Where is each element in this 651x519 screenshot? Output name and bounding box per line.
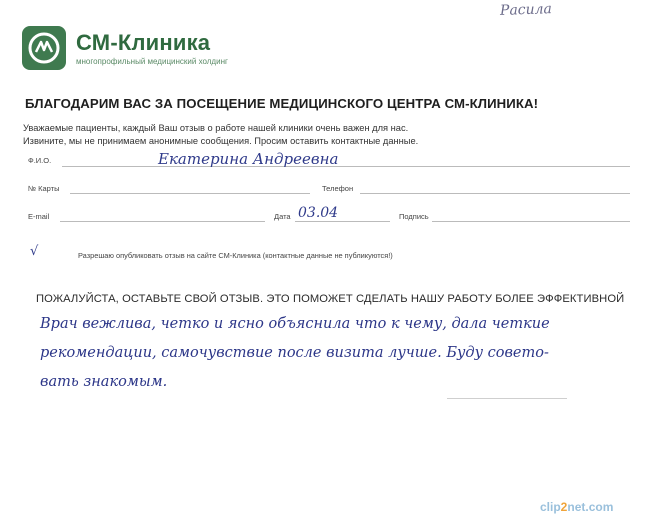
clinic-name: СМ-Клиника	[76, 29, 211, 55]
review-line: рекомендации, самочувствие после визита лучше. Буду совето-	[40, 345, 549, 361]
email-line[interactable]	[60, 221, 265, 222]
fio-line	[62, 166, 630, 167]
corner-handwritten-note: Расила	[499, 1, 553, 19]
clinic-logo-icon	[22, 26, 66, 70]
card-line[interactable]	[70, 193, 310, 194]
review-text[interactable]	[40, 310, 630, 397]
clinic-logo	[22, 26, 228, 70]
intro-line: Уважаемые пациенты, каждый Ваш отзыв о работе нашей клиники очень важен для нас.	[23, 123, 409, 133]
consent-checkmark-icon[interactable]: √	[30, 244, 39, 259]
page-heading: БЛАГОДАРИМ ВАС ЗА ПОСЕЩЕНИЕ МЕДИЦИНСКОГО ЦЕНТРА СМ-КЛИНИКА!	[25, 96, 539, 111]
clinic-tagline: многопрофильный медицинский холдинг	[76, 56, 228, 66]
date-label: Дата	[274, 212, 291, 221]
fio-value[interactable]: Екатерина Андреевна	[158, 150, 339, 168]
intro-line: Извините, мы не принимаем анонимные сообщения. Просим оставить контактные данные.	[23, 136, 419, 146]
email-label: E-mail	[28, 212, 50, 221]
watermark: clip2net.com	[540, 500, 614, 514]
phone-label: Телефон	[322, 184, 354, 193]
signature-label: Подпись	[399, 212, 429, 221]
consent-text: Разрешаю опубликовать отзыв на сайте СМ-Клиника (контактные данные не публикуются!)	[78, 251, 393, 260]
date-value[interactable]: 03.04	[298, 205, 339, 221]
date-line	[295, 221, 390, 222]
card-label: № Карты	[28, 184, 60, 193]
review-line: вать знакомым.	[40, 374, 168, 390]
review-signature-line	[447, 398, 567, 399]
intro-text	[23, 122, 418, 148]
phone-line[interactable]	[360, 193, 630, 194]
signature-line[interactable]	[432, 221, 630, 222]
fio-label: Ф.И.О.	[28, 156, 52, 165]
review-line: Врач вежлива, четко и ясно объяснила что к чему, дала четкие	[40, 316, 550, 332]
review-prompt: ПОЖАЛУЙСТА, ОСТАВЬТЕ СВОЙ ОТЗЫВ. ЭТО ПОМОЖЕТ СДЕЛАТЬ НАШУ РАБОТУ БОЛЕЕ ЭФФЕКТИВНОЙ	[36, 293, 625, 305]
